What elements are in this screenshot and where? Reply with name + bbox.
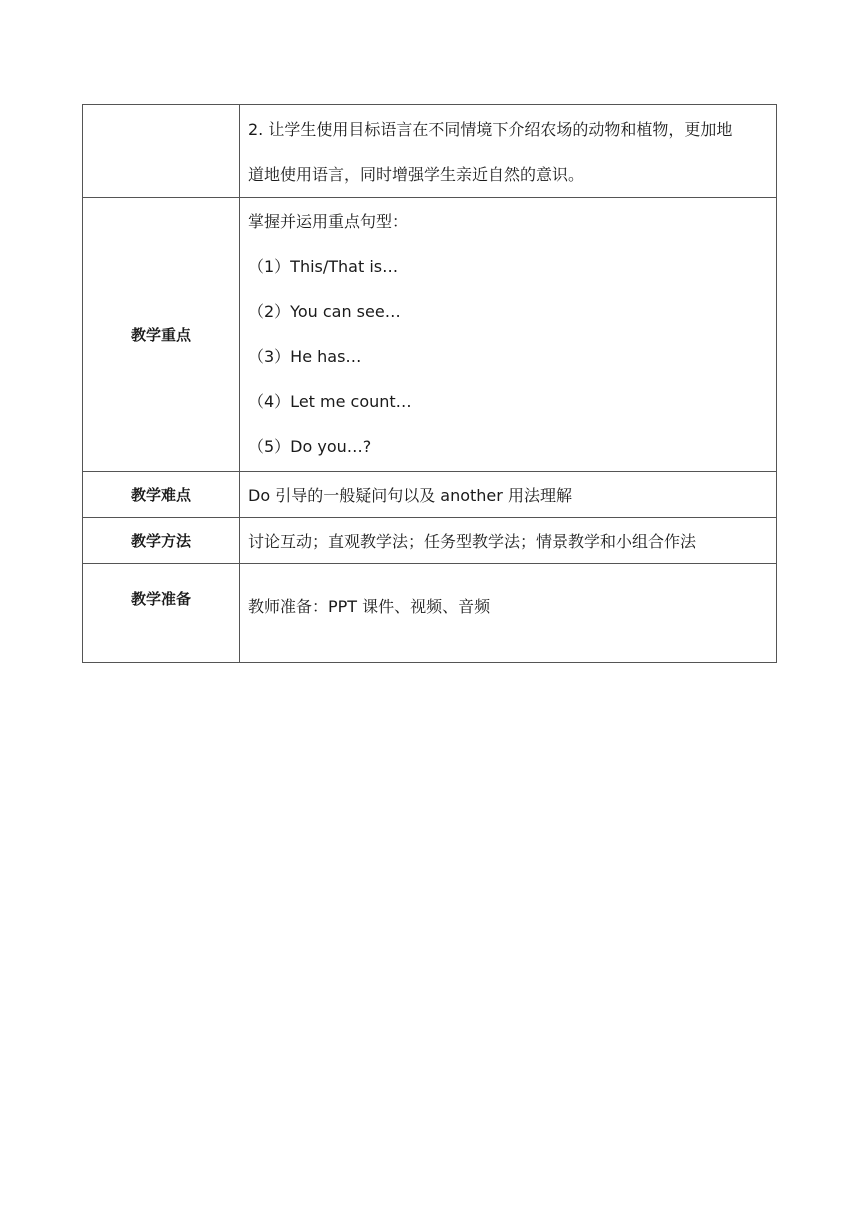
key-point-item: （2）You can see… [248, 302, 401, 321]
key-points-label: 教学重点 [83, 198, 240, 472]
goal-content-cell [240, 105, 777, 198]
goal-label-cell [83, 105, 240, 198]
goal-line-2: 道地使用语言，同时增强学生亲近自然的意识。 [248, 165, 585, 184]
goal-line-1: 2. 让学生使用目标语言在不同情境下介绍农场的动物和植物，更加地 [248, 120, 733, 139]
table-row-difficulty [83, 472, 777, 518]
key-point-item: （5）Do you…? [248, 437, 372, 456]
key-point-item: （4）Let me count… [248, 392, 412, 411]
key-point-item: （1）This/That is… [248, 257, 399, 276]
difficulty-text: Do 引导的一般疑问句以及 another 用法理解 [240, 472, 777, 518]
preparation-text: 教师准备：PPT 课件、视频、音频 [240, 564, 777, 663]
table-row-goal [83, 105, 777, 198]
lesson-plan-table [82, 104, 777, 663]
method-text: 讨论互动；直观教学法；任务型教学法；情景教学和小组合作法 [240, 518, 777, 564]
preparation-label: 教学准备 [83, 564, 240, 663]
difficulty-label: 教学难点 [83, 472, 240, 518]
method-label: 教学方法 [83, 518, 240, 564]
key-point-item: （3）He has… [248, 347, 362, 366]
key-points-content-cell [240, 198, 777, 472]
key-points-intro: 掌握并运用重点句型： [248, 212, 409, 231]
table-row-preparation [83, 564, 777, 663]
table-row-method [83, 518, 777, 564]
table-row-key-points [83, 198, 777, 472]
